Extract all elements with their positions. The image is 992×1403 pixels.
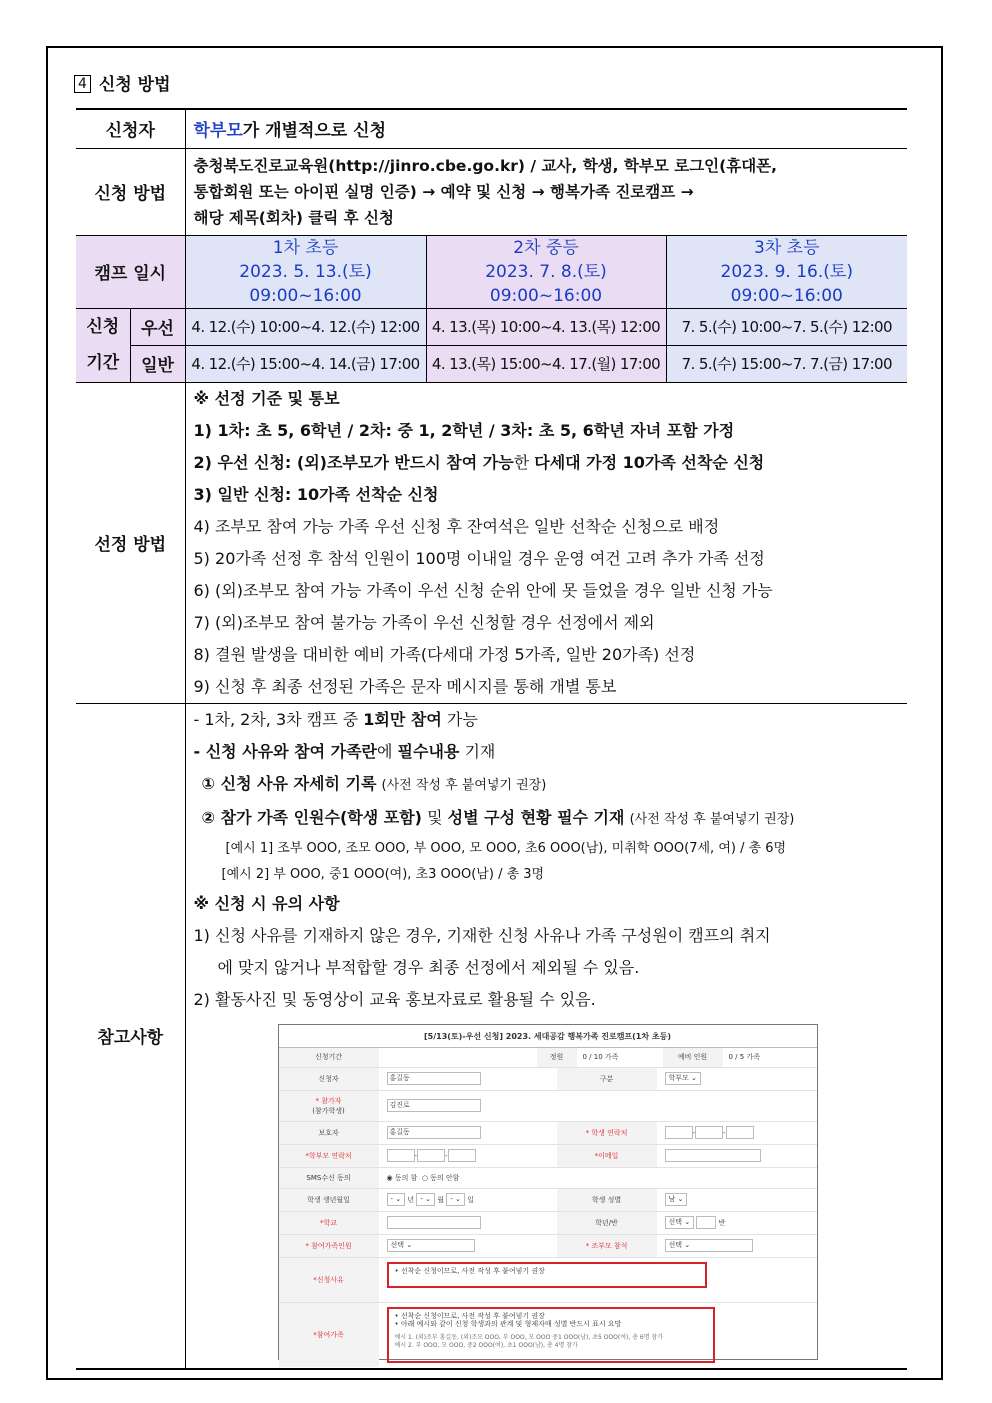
form-parent-phone-field[interactable]: - - xyxy=(379,1145,557,1167)
application-table xyxy=(76,108,907,1370)
example-2: [예시 2] 부 OOO, 중1 OOO(여), 초3 OOO(남) / 총 3명 xyxy=(221,866,545,882)
caution-2: 2) 활동사진 및 동영상이 교육 홍보자료로 활용될 수 있음. xyxy=(193,989,596,1009)
form-reason-textarea[interactable] xyxy=(387,1262,707,1288)
camp-1-name: 1차 초등 xyxy=(272,237,339,258)
applicant-highlight: 학부모 xyxy=(193,121,243,142)
method-label: 신청 방법 xyxy=(76,148,185,235)
notes-line-1-b: 1회만 참여 xyxy=(363,709,442,729)
form-sms-label: SMS수신 동의 xyxy=(279,1168,379,1188)
form-gender-value: 남 xyxy=(668,1195,676,1203)
form-student-phone-3[interactable] xyxy=(726,1126,754,1139)
form-participant-label-sub: (참가학생) xyxy=(312,1106,345,1115)
method-line-2: 통합회원 또는 아이핀 실명 인증) → 예약 및 신청 → 행복가족 진로캠프 → xyxy=(193,182,694,201)
form-guardian-field[interactable] xyxy=(379,1122,557,1144)
form-grade-unit: 반 xyxy=(718,1218,726,1227)
form-family-label: *참여가족 xyxy=(279,1303,379,1367)
form-guardian-label: 보호자 xyxy=(279,1122,379,1144)
form-student-phone-label: * 학생 연락처 xyxy=(557,1122,657,1144)
form-reason-label: *신청사유 xyxy=(279,1258,379,1302)
notes-line-3-a: ① 신청 사유 자세히 기록 xyxy=(201,773,377,793)
form-student-phone-1[interactable] xyxy=(665,1126,693,1139)
form-row-reason xyxy=(279,1258,817,1303)
form-quota-label: 정원 xyxy=(537,1048,577,1067)
form-applicant-label: 신청자 xyxy=(279,1068,379,1090)
selection-line-7: 7) (외)조부모 참여 불가능 가족이 우선 신청할 경우 선정에서 제외 xyxy=(193,612,655,632)
notes-line-3 xyxy=(194,768,900,802)
general-3: 7. 5.(수) 15:00~7. 7.(금) 17:00 xyxy=(666,345,907,382)
period-label xyxy=(76,308,130,382)
form-email-input[interactable] xyxy=(665,1149,761,1162)
selection-line-2 xyxy=(194,447,900,479)
method-line-1: 충청북도진로교육원(http://jinro.cbe.go.kr) / 교사, 학생, 학부모 로그인(휴대폰, xyxy=(193,156,778,175)
form-grandparent-label: * 조부모 참석 xyxy=(557,1235,657,1257)
selection-content xyxy=(185,382,907,703)
form-family-example-1: 예시 1. (외)조부 홍길동, (외)조모 OOO, 부 OOO, 모 OOO 중1 OOO(남), 초5 OOO(여), 총 6명 참가 xyxy=(394,1333,664,1341)
form-reason-field[interactable] xyxy=(379,1258,817,1302)
period-label-top: 신청 xyxy=(86,317,120,337)
form-gender-label: 학생 성별 xyxy=(557,1189,657,1211)
notes-line-4 xyxy=(194,802,900,836)
form-parent-phone-1[interactable] xyxy=(387,1149,415,1162)
form-family-count-value: 선택 xyxy=(390,1241,405,1249)
applicant-label: 신청자 xyxy=(76,109,185,148)
notes-line-4-b: 및 xyxy=(421,807,448,827)
form-grandparent-select[interactable]: 선택 ⌄ xyxy=(665,1239,753,1252)
form-reserve-label: 예비 인원 xyxy=(663,1048,723,1067)
notes-line-2-a: - 신청 사유와 참여 가족란 xyxy=(193,741,377,761)
applicant-row xyxy=(76,109,907,148)
form-family-example-2: 예시 2. 부 OOO, 모 OOO, 중2 OOO(여), 초1 OOO(남), 총 4명 참가 xyxy=(394,1341,578,1349)
form-family-textarea[interactable] xyxy=(387,1307,715,1363)
form-sms-no[interactable]: ○ 동의 안함 xyxy=(421,1173,460,1182)
form-quota-value: 0 / 10 가족 xyxy=(582,1053,619,1061)
selection-row xyxy=(76,382,907,703)
form-grandparent-field[interactable] xyxy=(657,1235,817,1257)
camp-label: 캠프 일시 xyxy=(76,235,185,308)
form-row-family-count xyxy=(279,1235,817,1258)
form-type-select[interactable]: 학부모 ⌄ xyxy=(665,1072,701,1085)
form-student-phone-2[interactable] xyxy=(695,1126,723,1139)
form-birth-day[interactable]: - ⌄ xyxy=(446,1193,465,1206)
method-value xyxy=(185,148,907,235)
form-email-field[interactable] xyxy=(657,1145,817,1167)
notes-label: 참고사항 xyxy=(76,703,185,1369)
form-family-count-select[interactable]: 선택 ⌄ xyxy=(387,1239,475,1252)
form-row-sms xyxy=(279,1168,817,1189)
form-type-field[interactable] xyxy=(657,1068,817,1090)
form-student-phone-field[interactable]: - - xyxy=(657,1122,817,1144)
form-applicant-input[interactable]: 홍길동 xyxy=(387,1072,481,1085)
selection-line-1: 1) 1차: 초 5, 6학년 / 2차: 중 1, 2학년 / 3차: 초 5, 6학년 자녀 포함 가정 xyxy=(193,420,735,440)
general-2: 4. 13.(목) 15:00~4. 17.(월) 17:00 xyxy=(426,345,666,382)
method-row xyxy=(76,148,907,235)
form-school-label: *학교 xyxy=(279,1212,379,1234)
form-screenshot xyxy=(278,1024,818,1360)
form-reason-text: • 선착순 신청이므로, 사전 작성 후 붙여넣기 권장 xyxy=(394,1266,545,1275)
notes-line-1 xyxy=(194,704,900,736)
form-period-value xyxy=(379,1048,537,1067)
camp-2-name: 2차 중등 xyxy=(513,237,579,258)
selection-line-5: 5) 20가족 선정 후 참석 인원이 100명 이내일 경우 운영 여건 고려 추가 가족 선정 xyxy=(193,548,765,568)
section-title xyxy=(74,70,171,95)
form-row-participant xyxy=(279,1091,817,1122)
camp-2 xyxy=(426,235,666,308)
general-1: 4. 12.(수) 15:00~4. 14.(금) 17:00 xyxy=(185,345,426,382)
form-grandparent-value: 선택 xyxy=(668,1241,683,1249)
form-title: [5/13(토)-우선 신청] 2023. 세대공감 행복가족 진로캠프(1차 초등) xyxy=(279,1025,817,1048)
form-row-applicant xyxy=(279,1068,817,1091)
caution-1b: 에 맞지 않거나 부적합할 경우 최종 선정에서 제외될 수 있음. xyxy=(217,957,640,977)
selection-line-9: 9) 신청 후 최종 선정된 가족은 문자 메시지를 통해 개별 통보 xyxy=(193,676,617,696)
form-type-label: 구분 xyxy=(557,1068,657,1090)
section-number: 4 xyxy=(74,75,91,93)
camp-2-date: 2023. 7. 8.(토) 09:00~16:00 xyxy=(485,261,607,306)
period-general-row xyxy=(76,345,907,382)
form-birth-y-unit: 년 xyxy=(407,1195,415,1204)
form-grade-select-value: 선택 xyxy=(668,1218,683,1226)
form-birth-field[interactable] xyxy=(379,1189,557,1211)
priority-2: 4. 13.(목) 10:00~4. 13.(목) 12:00 xyxy=(426,308,666,345)
caution-heading: ※ 신청 시 유의 사항 xyxy=(193,893,340,913)
form-period-label: 신청기간 xyxy=(279,1048,379,1067)
form-participant-label xyxy=(279,1091,379,1121)
period-priority-row xyxy=(76,308,907,345)
applicant-value xyxy=(185,109,907,148)
example-1: [예시 1] 조부 OOO, 조모 OOO, 부 OOO, 모 OOO, 초6 OOO(남), 미취학 OOO(7세, 여) / 총 6명 xyxy=(225,840,787,856)
notes-content xyxy=(185,703,907,1369)
form-family-text-1: • 선착순 신청이므로, 사전 작성 후 붙여넣기 권장 xyxy=(394,1311,545,1320)
notes-row xyxy=(76,703,907,1369)
camp-3-date: 2023. 9. 16.(토) 09:00~16:00 xyxy=(720,261,853,306)
selection-line-2-c: 다세대 가정 10가족 선착순 신청 xyxy=(534,452,765,472)
period-label-bottom: 기간 xyxy=(86,353,120,373)
form-participant-field[interactable] xyxy=(379,1091,817,1121)
notes-line-4-a: ② 참가 가족 인원수(학생 포함) xyxy=(201,807,422,827)
form-participant-input[interactable]: 김진로 xyxy=(387,1099,481,1112)
form-row-school xyxy=(279,1212,817,1235)
selection-line-4: 4) 조부모 참여 가능 가족 우선 신청 후 잔여석은 일반 선착순 신청으로 배정 xyxy=(193,516,720,536)
form-parent-phone-2[interactable] xyxy=(417,1149,445,1162)
selection-label: 선정 방법 xyxy=(76,382,185,703)
applicant-rest: 가 개별적으로 신청 xyxy=(242,121,386,142)
form-row-family xyxy=(279,1303,817,1367)
form-parent-phone-label: *학부모 연락처 xyxy=(279,1145,379,1167)
method-line-3: 해당 제목(회차) 클릭 후 신청 xyxy=(193,208,394,227)
form-guardian-input[interactable]: 홍길동 xyxy=(387,1126,481,1139)
notes-line-4-d: (사전 작성 후 붙여넣기 권장) xyxy=(629,811,795,827)
form-school-input[interactable] xyxy=(387,1216,481,1229)
form-gender-field[interactable] xyxy=(657,1189,817,1211)
form-row-parent-phone xyxy=(279,1145,817,1168)
general-label: 일반 xyxy=(130,345,185,382)
form-family-count-field[interactable] xyxy=(379,1235,557,1257)
form-grade-label: 학년/반 xyxy=(557,1212,657,1234)
form-row-period xyxy=(279,1048,817,1068)
form-email-label: *이메일 xyxy=(557,1145,657,1167)
notes-line-2 xyxy=(194,736,900,768)
form-participant-label-main: * 참가자 xyxy=(315,1096,342,1105)
notes-line-2-d: 기재 xyxy=(459,741,496,761)
camp-3 xyxy=(666,235,907,308)
form-row-guardian xyxy=(279,1122,817,1145)
notes-line-2-c: 필수내용 xyxy=(397,741,460,761)
notes-line-4-c: 성별 구성 현황 필수 기재 xyxy=(447,807,625,827)
notes-line-2-b: 에 xyxy=(376,741,398,761)
selection-line-2-a: 2) 우선 신청: (외)조부모가 반드시 참여 가능 xyxy=(193,452,514,472)
form-reserve-value: 0 / 5 가족 xyxy=(728,1053,760,1061)
form-birth-month[interactable]: - ⌄ xyxy=(416,1193,435,1206)
camp-row xyxy=(76,235,907,308)
selection-line-2-b: 한 xyxy=(513,452,535,472)
form-birth-label: 학생 생년월일 xyxy=(279,1189,379,1211)
notes-line-1-a: - 1차, 2차, 3차 캠프 중 xyxy=(193,709,364,729)
form-birth-d-unit: 일 xyxy=(467,1195,474,1204)
form-grade-field[interactable] xyxy=(657,1212,817,1234)
form-grade-select[interactable]: 선택 ⌄ xyxy=(665,1216,695,1229)
priority-3: 7. 5.(수) 10:00~7. 5.(수) 12:00 xyxy=(666,308,907,345)
selection-line-3: 3) 일반 신청: 10가족 선착순 신청 xyxy=(193,484,439,504)
camp-1-date: 2023. 5. 13.(토) 09:00~16:00 xyxy=(239,261,372,306)
selection-line-8: 8) 결원 발생을 대비한 예비 가족(다세대 가정 5가족, 일반 20가족) 선정 xyxy=(193,644,696,664)
form-parent-phone-3[interactable] xyxy=(448,1149,476,1162)
form-birth-year[interactable]: - ⌄ xyxy=(387,1193,406,1206)
form-birth-m-unit: 월 xyxy=(437,1195,444,1204)
form-family-field[interactable] xyxy=(379,1303,817,1367)
notes-line-1-c: 가능 xyxy=(441,709,478,729)
form-sms-field[interactable] xyxy=(379,1168,817,1188)
section-title-text: 신청 방법 xyxy=(98,75,171,95)
form-school-field[interactable] xyxy=(379,1212,557,1234)
form-sms-yes[interactable]: ◉ 동의 함 xyxy=(386,1173,418,1182)
form-class-input[interactable] xyxy=(696,1216,716,1229)
selection-line-6: 6) (외)조부모 참여 가능 가족이 우선 신청 순위 안에 못 들었을 경우 일반 신청 가능 xyxy=(193,580,773,600)
notes-line-3-b: (사전 작성 후 붙여넣기 권장) xyxy=(381,777,547,793)
form-type-value: 학부모 xyxy=(668,1074,689,1082)
form-family-count-label: * 참여가족인원 xyxy=(279,1235,379,1257)
form-applicant-field[interactable] xyxy=(379,1068,557,1090)
camp-3-name: 3차 초등 xyxy=(754,237,820,258)
form-row-birth xyxy=(279,1189,817,1212)
form-gender-select[interactable]: 남 ⌄ xyxy=(665,1193,688,1206)
selection-heading: ※ 선정 기준 및 통보 xyxy=(193,388,340,408)
caution-1a: 1) 신청 사유를 기재하지 않은 경우, 기재한 신청 사유나 가족 구성원이 캠프의 취지 xyxy=(193,925,771,945)
priority-label: 우선 xyxy=(130,308,185,345)
camp-1 xyxy=(185,235,426,308)
form-family-text-2: • 아래 예시와 같이 신청 학생과의 관계 및 형제자매 성별 반드시 표시 요망 xyxy=(394,1319,622,1328)
priority-1: 4. 12.(수) 10:00~4. 12.(수) 12:00 xyxy=(185,308,426,345)
